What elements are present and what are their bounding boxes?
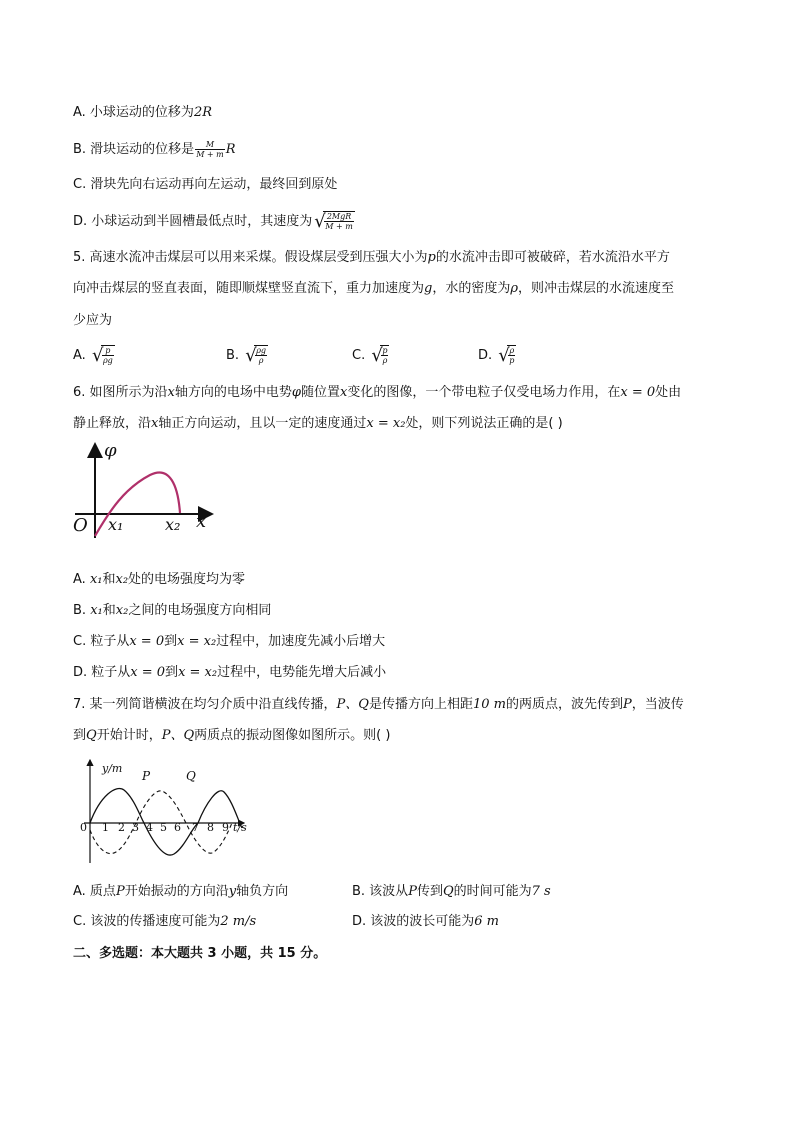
q6-x-label: x (196, 511, 207, 532)
q7-p-label: P (142, 769, 151, 783)
q4-option-c: C. 滑块先向右运动再向左运动，最终回到原处 (73, 177, 338, 192)
q5-option-a: A. √ $\frac{p}{\rho g}$ (73, 345, 113, 366)
q5-option-d: D. √ $\frac{\rho}{p}$ (478, 345, 515, 366)
q6-stem-line1: 6. 如图所示为沿x轴方向的电场中电势φ随位置x变化的图像，一个带电粒子仅受电场力作用，在x = 0处由 (73, 385, 682, 400)
q6-y-label: φ (104, 440, 117, 461)
q7-tick-2: 2 (118, 821, 125, 834)
q7-option-c: C. 该波的传播速度可能为2 m/s (73, 914, 257, 929)
q6-x2-label: x₂ (165, 515, 181, 534)
q5-stem-line2: 向冲击煤层的竖直表面，随即顺煤壁竖直流下，重力加速度为g，水的密度为ρ，则冲击煤层的水流速度至 (73, 281, 675, 296)
q7-tick-9: 9 (222, 821, 229, 834)
q6-potential-graph (70, 438, 220, 543)
q4-option-b: B. 滑块运动的位移是 $\frac{M}{M + m}$ R (73, 140, 236, 159)
q7-tick-4: 4 (146, 821, 153, 834)
q7-option-d: D. 该波的波长可能为6 m (352, 914, 500, 929)
q7-tick-5: 5 (160, 821, 167, 834)
q6-option-b: B. x₁和x₂之间的电场强度方向相同 (73, 603, 272, 618)
q7-option-a: A. 质点P开始振动的方向沿y轴负方向 (73, 884, 289, 899)
q7-vibration-graph (72, 758, 257, 866)
q7-q-label: Q (186, 769, 196, 783)
q5-stem-line3: 少应为 (73, 313, 113, 328)
q5-stem-line1: 5. 高速水流冲击煤层可以用来采煤。假设煤层受到压强大小为p的水流冲击即可被破碎，若水流沿水平方 (73, 250, 670, 265)
q6-option-d: D. 粒子从x = 0到x = x₂过程中，电势能先增大后减小 (73, 665, 387, 680)
q5-option-b: B. √ $\frac{\rho g}{\rho}$ (226, 345, 267, 366)
q7-tick-3: 3 (132, 821, 139, 834)
section-2-heading: 二、多选题：本大题共 3 小题，共 15 分。 (73, 946, 327, 961)
q6-origin-label: O (73, 515, 88, 536)
q7-tick-8: 8 (207, 821, 214, 834)
q7-y-label: y/m (102, 762, 123, 775)
q7-origin-label: 0 (80, 821, 87, 834)
q7-tick-7: 7 (192, 821, 199, 834)
q7-tick-1: 1 (102, 821, 109, 834)
q6-x1-label: x₁ (108, 515, 124, 534)
q7-stem-line2: 到Q开始计时，P、Q两质点的振动图像如图所示。则( ) (73, 728, 391, 743)
q6-stem-line2: 静止释放，沿x轴正方向运动，且以一定的速度通过x = x₂处，则下列说法正确的是( ) (73, 416, 563, 431)
q6-option-a: A. x₁和x₂处的电场强度均为零 (73, 572, 246, 587)
q7-t-label: t/s (233, 821, 247, 834)
q4-option-d: D. 小球运动到半圆槽最低点时，其速度为 √ $\frac{\text{2MgR}}{M + m}$ (73, 211, 353, 232)
q5-option-c: C. √ $\frac{p}{\rho}$ (352, 345, 388, 366)
q7-tick-labels (102, 821, 229, 834)
q7-stem-line1: 7. 某一列简谐横波在均匀介质中沿直线传播，P、Q是传播方向上相距10 m的两质点，波先传到P，当波传 (73, 697, 684, 712)
q7-option-b: B. 该波从P传到Q的时间可能为7 s (352, 884, 551, 899)
q6-option-c: C. 粒子从x = 0到x = x₂过程中，加速度先减小后增大 (73, 634, 386, 649)
q4-option-a: A. 小球运动的位移为2R (73, 105, 212, 120)
q7-tick-6: 6 (174, 821, 181, 834)
